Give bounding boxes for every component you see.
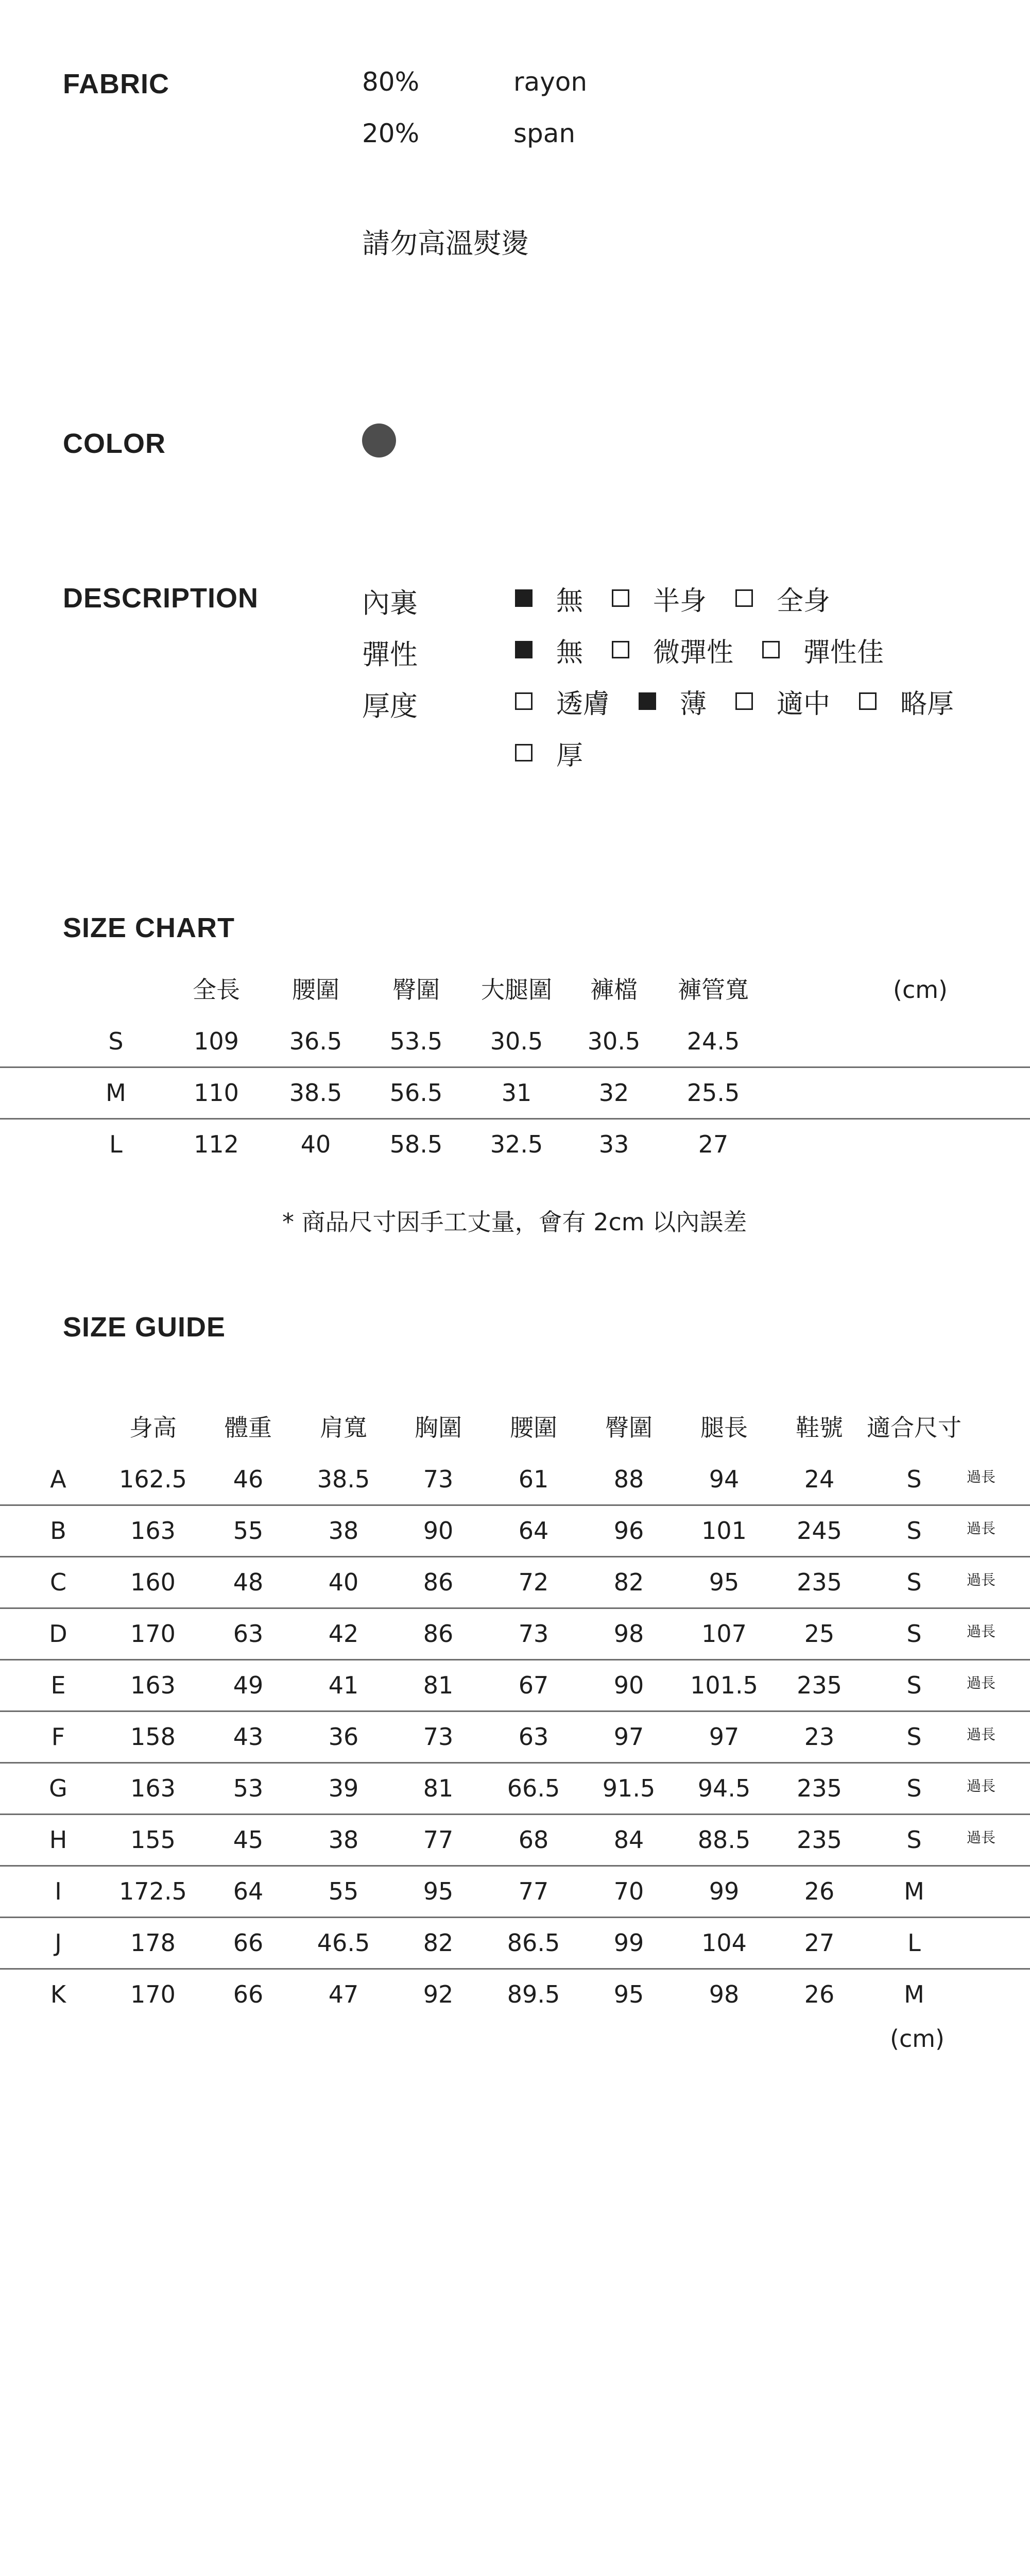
size-chart-cell: 31 — [501, 1079, 532, 1107]
size-chart-cell: 112 — [194, 1130, 239, 1158]
size-guide-cell: 81 — [423, 1671, 454, 1699]
size-chart-cell: 38.5 — [289, 1079, 342, 1107]
size-guide-cell: 235 — [797, 1774, 842, 1802]
size-guide-cell: 68 — [518, 1826, 549, 1854]
size-chart-cell: 30.5 — [587, 1027, 641, 1055]
size-guide-fit-note: 過長 — [966, 1623, 996, 1640]
description-option-label: 微彈性 — [653, 637, 734, 668]
description-option-line — [515, 581, 859, 615]
size-chart-cell: 110 — [194, 1079, 239, 1107]
checked-box-icon — [639, 692, 656, 710]
size-guide-model-id: D — [49, 1620, 67, 1648]
size-guide-cell: S — [906, 1826, 922, 1854]
size-guide-cell: 46 — [233, 1465, 264, 1493]
unchecked-box-icon — [515, 692, 533, 710]
size-guide-cell: 98 — [613, 1620, 644, 1648]
checked-box-icon — [515, 641, 533, 658]
size-guide-unit: (cm) — [890, 2025, 945, 2053]
size-guide-cell: 170 — [130, 1620, 176, 1648]
size-guide-cell: 25 — [804, 1620, 835, 1648]
fabric-percent-1: 80% — [362, 67, 420, 97]
size-guide-fit-note: 過長 — [966, 1468, 996, 1485]
size-chart-size-label: S — [108, 1027, 124, 1055]
size-guide-row — [0, 1815, 1030, 1865]
size-guide-cell: 42 — [328, 1620, 359, 1648]
checked-box-icon — [515, 589, 533, 607]
size-guide-fit-note: 過長 — [966, 1571, 996, 1588]
fabric-material-2: span — [513, 118, 576, 148]
size-guide-cell: 107 — [701, 1620, 747, 1648]
size-guide-cell: 64 — [233, 1877, 264, 1905]
size-guide-row — [0, 1505, 1030, 1556]
size-guide-model-id: K — [50, 1980, 66, 2008]
unchecked-box-icon — [612, 589, 629, 607]
size-guide-cell: S — [906, 1774, 922, 1802]
size-chart-cell: 58.5 — [389, 1130, 443, 1158]
size-guide-model-id: E — [50, 1671, 66, 1699]
size-guide-cell: 95 — [709, 1568, 740, 1596]
size-guide-cell: 90 — [613, 1671, 644, 1699]
size-guide-cell: 77 — [518, 1877, 549, 1905]
size-chart-cell: 109 — [194, 1027, 239, 1055]
description-row-label: 彈性 — [362, 638, 418, 671]
size-guide-fit-note: 過長 — [966, 1726, 996, 1743]
size-guide-cell: 178 — [130, 1929, 176, 1957]
size-guide-cell: 99 — [613, 1929, 644, 1957]
size-guide-column-header: 臀圍 — [605, 1414, 653, 1442]
size-guide-cell: S — [906, 1620, 922, 1648]
size-guide-row — [0, 1969, 1030, 2020]
size-guide-cell: 89.5 — [507, 1980, 560, 2008]
size-guide-cell: 66 — [233, 1980, 264, 2008]
size-chart-cell: 25.5 — [686, 1079, 740, 1107]
size-guide-cell: L — [907, 1929, 921, 1957]
size-guide-column-header: 身高 — [129, 1414, 177, 1442]
size-guide-row — [0, 1660, 1030, 1710]
description-option-label: 適中 — [777, 688, 831, 720]
size-guide-fit-note: 過長 — [966, 1777, 996, 1794]
size-chart-size-label: L — [109, 1130, 123, 1158]
size-chart-cell: 33 — [598, 1130, 629, 1158]
size-guide-cell: 86 — [423, 1568, 454, 1596]
color-heading: COLOR — [63, 428, 166, 459]
size-guide-cell: 86 — [423, 1620, 454, 1648]
size-guide-cell: 101.5 — [690, 1671, 758, 1699]
description-option-label: 薄 — [680, 688, 707, 720]
size-guide-cell: 47 — [328, 1980, 359, 2008]
size-guide-cell: 95 — [423, 1877, 454, 1905]
size-chart-column-header: 褲檔 — [590, 976, 638, 1004]
size-chart-column-header: 全長 — [193, 976, 240, 1004]
size-guide-cell: 163 — [130, 1517, 176, 1545]
description-option-label: 彈性佳 — [803, 637, 884, 668]
size-guide-cell: 39 — [328, 1774, 359, 1802]
size-guide-cell: 104 — [701, 1929, 747, 1957]
size-chart-header-row — [0, 964, 1030, 1015]
size-chart-column-header: 大腿圍 — [481, 976, 552, 1004]
size-guide-row — [0, 1918, 1030, 1968]
description-option-line — [515, 633, 913, 667]
size-guide-header-row — [0, 1402, 1030, 1453]
description-heading: DESCRIPTION — [63, 583, 259, 614]
size-guide-cell: 26 — [804, 1877, 835, 1905]
unchecked-box-icon — [612, 641, 629, 658]
size-chart-cell: 24.5 — [686, 1027, 740, 1055]
size-guide-cell: S — [906, 1568, 922, 1596]
size-guide-cell: 170 — [130, 1980, 176, 2008]
size-guide-cell: 27 — [804, 1929, 835, 1957]
size-guide-cell: 172.5 — [119, 1877, 187, 1905]
size-chart-row — [0, 1016, 1030, 1066]
description-option-line — [515, 736, 612, 770]
size-guide-cell: 84 — [613, 1826, 644, 1854]
size-guide-cell: 43 — [233, 1723, 264, 1751]
fabric-percent-2: 20% — [362, 118, 420, 148]
description-option-label: 無 — [556, 585, 583, 617]
size-chart-cell: 30.5 — [490, 1027, 543, 1055]
size-guide-model-id: C — [49, 1568, 67, 1596]
size-guide-cell: 23 — [804, 1723, 835, 1751]
size-guide-cell: 81 — [423, 1774, 454, 1802]
size-guide-cell: 235 — [797, 1568, 842, 1596]
description-option-label: 略厚 — [900, 688, 954, 720]
size-guide-cell: 55 — [233, 1517, 264, 1545]
size-guide-cell: 90 — [423, 1517, 454, 1545]
description-option-line — [515, 684, 983, 718]
fabric-care-note: 請勿高溫熨燙 — [362, 227, 529, 260]
size-guide-cell: 73 — [423, 1465, 454, 1493]
size-guide-cell: 36 — [328, 1723, 359, 1751]
description-option-label: 厚 — [556, 740, 583, 771]
color-swatch — [362, 423, 396, 457]
size-guide-cell: 66.5 — [507, 1774, 560, 1802]
size-guide-cell: S — [906, 1723, 922, 1751]
size-guide-row — [0, 1763, 1030, 1814]
size-chart-cell: 36.5 — [289, 1027, 342, 1055]
size-guide-cell: 92 — [423, 1980, 454, 2008]
size-guide-fit-note: 過長 — [966, 1520, 996, 1537]
size-guide-cell: 72 — [518, 1568, 549, 1596]
fabric-heading: FABRIC — [63, 69, 169, 99]
size-guide-cell: 40 — [328, 1568, 359, 1596]
size-guide-fit-note: 過長 — [966, 1674, 996, 1691]
size-guide-cell: 82 — [613, 1568, 644, 1596]
size-chart-column-header: 腰圍 — [292, 976, 339, 1004]
size-guide-cell: 155 — [130, 1826, 176, 1854]
size-guide-cell: 67 — [518, 1671, 549, 1699]
size-guide-cell: 82 — [423, 1929, 454, 1957]
size-guide-cell: 73 — [518, 1620, 549, 1648]
size-guide-row — [0, 1711, 1030, 1762]
size-chart-column-header: 臀圍 — [392, 976, 440, 1004]
size-guide-cell: M — [904, 1877, 924, 1905]
description-option-label: 透膚 — [556, 688, 610, 720]
size-guide-cell: 235 — [797, 1671, 842, 1699]
size-guide-model-id: B — [50, 1517, 66, 1545]
size-guide-cell: 97 — [613, 1723, 644, 1751]
size-guide-cell: 66 — [233, 1929, 264, 1957]
size-guide-column-header: 腰圍 — [510, 1414, 557, 1442]
size-guide-cell: 86.5 — [507, 1929, 560, 1957]
size-guide-cell: 95 — [613, 1980, 644, 2008]
size-guide-row — [0, 1557, 1030, 1607]
size-chart-cell: 53.5 — [389, 1027, 443, 1055]
size-guide-cell: 77 — [423, 1826, 454, 1854]
size-chart-cell: 27 — [698, 1130, 729, 1158]
size-guide-cell: 41 — [328, 1671, 359, 1699]
size-guide-model-id: J — [55, 1929, 62, 1957]
size-guide-cell: 70 — [613, 1877, 644, 1905]
size-guide-cell: 163 — [130, 1671, 176, 1699]
size-guide-row — [0, 1608, 1030, 1659]
size-chart-heading: SIZE CHART — [63, 912, 235, 943]
size-chart-note: * 商品尺寸因手工丈量，會有 2cm 以內誤差 — [282, 1208, 747, 1236]
size-guide-cell: 64 — [518, 1517, 549, 1545]
size-guide-cell: M — [904, 1980, 924, 2008]
size-guide-cell: S — [906, 1671, 922, 1699]
unchecked-box-icon — [735, 692, 753, 710]
size-chart-cell: 32.5 — [490, 1130, 543, 1158]
description-option-label: 全身 — [777, 585, 831, 617]
size-guide-column-header: 腿長 — [700, 1414, 748, 1442]
description-option-label: 半身 — [653, 585, 707, 617]
size-guide-cell: 158 — [130, 1723, 176, 1751]
size-guide-cell: 55 — [328, 1877, 359, 1905]
size-guide-row — [0, 1454, 1030, 1504]
description-row-label: 厚度 — [362, 690, 418, 722]
size-chart-size-label: M — [106, 1079, 126, 1107]
size-guide-cell: 38 — [328, 1517, 359, 1545]
size-guide-column-header: 胸圍 — [415, 1414, 462, 1442]
size-guide-model-id: F — [51, 1723, 65, 1751]
size-chart-row — [0, 1119, 1030, 1170]
size-guide-cell: 45 — [233, 1826, 264, 1854]
size-guide-cell: 163 — [130, 1774, 176, 1802]
size-chart-cell: 32 — [598, 1079, 629, 1107]
fabric-material-1: rayon — [513, 67, 588, 97]
size-guide-cell: 96 — [613, 1517, 644, 1545]
size-guide-cell: S — [906, 1517, 922, 1545]
size-guide-cell: 97 — [709, 1723, 740, 1751]
size-guide-cell: 49 — [233, 1671, 264, 1699]
size-guide-cell: 88 — [613, 1465, 644, 1493]
size-guide-cell: 235 — [797, 1826, 842, 1854]
size-guide-model-id: G — [49, 1774, 67, 1802]
size-chart-unit: (cm) — [893, 976, 948, 1004]
size-guide-cell: 162.5 — [119, 1465, 187, 1493]
unchecked-box-icon — [762, 641, 780, 658]
size-guide-cell: 99 — [709, 1877, 740, 1905]
size-guide-cell: 24 — [804, 1465, 835, 1493]
size-guide-column-header: 肩寬 — [320, 1414, 367, 1442]
size-chart-cell: 40 — [300, 1130, 331, 1158]
size-guide-cell: 73 — [423, 1723, 454, 1751]
description-row-label: 內裏 — [362, 587, 418, 619]
size-guide-cell: 26 — [804, 1980, 835, 2008]
size-guide-cell: 46.5 — [317, 1929, 370, 1957]
size-guide-cell: 63 — [518, 1723, 549, 1751]
size-chart-row — [0, 1067, 1030, 1118]
size-guide-model-id: I — [55, 1877, 62, 1905]
size-guide-column-header: 鞋號 — [796, 1414, 843, 1442]
unchecked-box-icon — [515, 744, 533, 761]
size-chart-column-header: 褲管寬 — [678, 976, 749, 1004]
size-guide-fit-note: 過長 — [966, 1829, 996, 1846]
description-option-label: 無 — [556, 637, 583, 668]
size-guide-column-header: 體重 — [225, 1414, 272, 1442]
size-guide-cell: 94.5 — [697, 1774, 751, 1802]
size-guide-model-id: A — [50, 1465, 66, 1493]
size-guide-cell: 38.5 — [317, 1465, 370, 1493]
size-guide-cell: S — [906, 1465, 922, 1493]
size-guide-cell: 88.5 — [697, 1826, 751, 1854]
size-chart-cell: 56.5 — [389, 1079, 443, 1107]
unchecked-box-icon — [859, 692, 877, 710]
size-guide-cell: 160 — [130, 1568, 176, 1596]
size-guide-column-header: 適合尺寸 — [867, 1414, 962, 1442]
size-guide-cell: 38 — [328, 1826, 359, 1854]
size-guide-cell: 48 — [233, 1568, 264, 1596]
size-guide-cell: 61 — [518, 1465, 549, 1493]
size-guide-cell: 101 — [701, 1517, 747, 1545]
size-guide-row — [0, 1866, 1030, 1917]
size-guide-cell: 53 — [233, 1774, 264, 1802]
size-guide-cell: 63 — [233, 1620, 264, 1648]
unchecked-box-icon — [735, 589, 753, 607]
size-guide-cell: 91.5 — [602, 1774, 656, 1802]
size-guide-cell: 94 — [709, 1465, 740, 1493]
size-guide-cell: 245 — [797, 1517, 842, 1545]
size-guide-heading: SIZE GUIDE — [63, 1312, 226, 1343]
size-guide-model-id: H — [49, 1826, 67, 1854]
size-guide-cell: 98 — [709, 1980, 740, 2008]
